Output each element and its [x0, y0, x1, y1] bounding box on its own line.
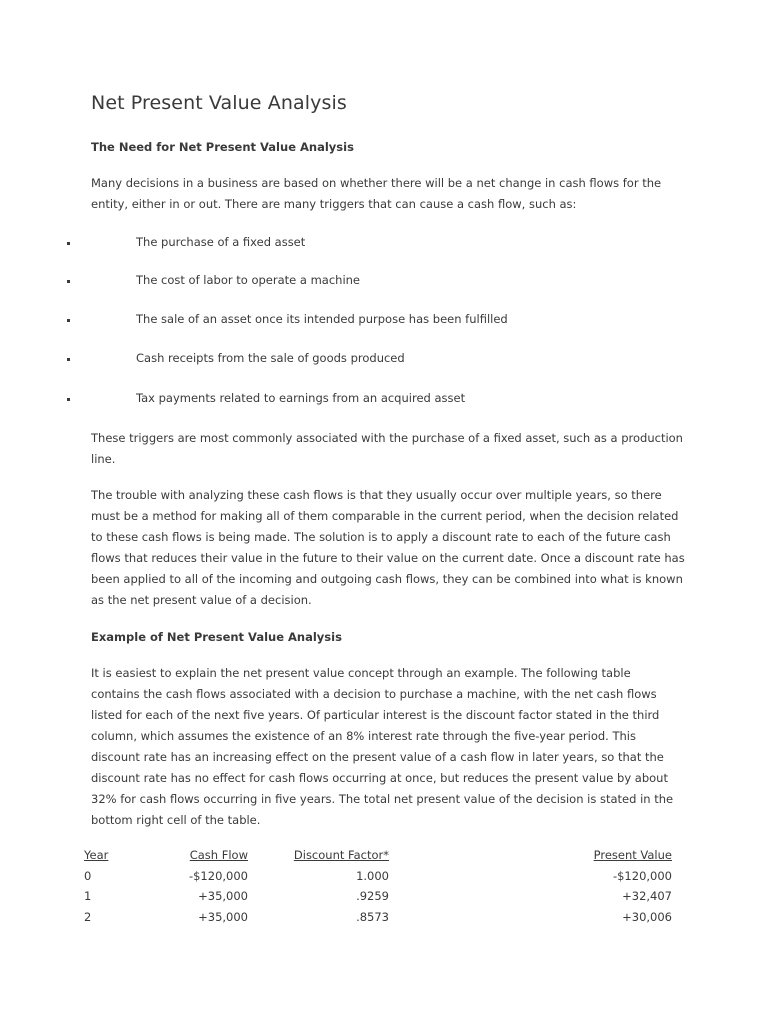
intro-paragraph — [91, 173, 691, 215]
column-header-year: Year — [84, 848, 109, 862]
column-header-present-value: Present Value — [593, 848, 672, 862]
text-line: discount rate has an increasing effect on the present value of a cash flow in later years, so that the — [91, 750, 664, 764]
cell-year: 0 — [84, 869, 92, 883]
section-heading-need: The Need for Net Present Value Analysis — [91, 140, 354, 154]
example-paragraph — [91, 663, 691, 831]
bullet-icon — [67, 358, 70, 361]
text-line: flows that reduces their value in the future to their value on the current date. Once a discount rate has — [91, 551, 685, 565]
list-item-text: The purchase of a fixed asset — [136, 235, 306, 249]
page-title: Net Present Value Analysis — [91, 92, 347, 114]
text-line: column, which assumes the existence of an 8% interest rate through the five-year period. This — [91, 729, 636, 743]
section-heading-example: Example of Net Present Value Analysis — [91, 630, 342, 644]
text-line: These triggers are most commonly associated with the purchase of a fixed asset, such as a production — [91, 431, 683, 445]
bullet-icon — [67, 398, 70, 401]
list-item — [0, 312, 768, 332]
text-line: been applied to all of the incoming and outgoing cash flows, they can be combined into what is known — [91, 572, 683, 586]
list-item — [0, 351, 768, 371]
text-line: as the net present value of a decision. — [91, 593, 312, 607]
text-line: line. — [91, 452, 116, 466]
list-item-text: Tax payments related to earnings from an acquired asset — [136, 391, 466, 405]
cell-year: 2 — [84, 910, 92, 924]
cell-present-value: -$120,000 — [612, 869, 672, 883]
cell-discount-factor: .9259 — [356, 889, 389, 903]
table-row — [0, 869, 768, 887]
cell-year: 1 — [84, 889, 92, 903]
column-header-discount-factor: Discount Factor* — [293, 848, 389, 862]
text-line: entity, either in or out. There are many triggers that can cause a cash flow, such as: — [91, 197, 577, 211]
list-item — [0, 235, 768, 255]
table-row — [0, 910, 768, 928]
cell-discount-factor: .8573 — [356, 910, 389, 924]
bullet-icon — [67, 242, 70, 245]
table-header-row — [0, 848, 768, 866]
text-line: 32% for cash flows occurring in five years. The total net present value of the decision is stated in the — [91, 792, 674, 806]
triggers-paragraph — [91, 428, 691, 470]
cell-cash-flow: -$120,000 — [188, 869, 248, 883]
column-header-cash-flow: Cash Flow — [189, 848, 248, 862]
cell-present-value: +32,407 — [622, 889, 672, 903]
text-line: Many decisions in a business are based on whether there will be a net change in cash flows for the — [91, 176, 662, 190]
list-item-text: The sale of an asset once its intended purpose has been fulfilled — [136, 312, 508, 326]
bullet-icon — [67, 280, 70, 283]
list-item — [0, 391, 768, 411]
list-item — [0, 273, 768, 293]
trouble-paragraph — [91, 485, 691, 611]
table-row — [0, 889, 768, 907]
text-line: to these cash flows is being made. The solution is to apply a discount rate to each of the future cash — [91, 530, 671, 544]
cell-cash-flow: +35,000 — [198, 910, 248, 924]
cell-discount-factor: 1.000 — [356, 869, 389, 883]
list-item-text: Cash receipts from the sale of goods produced — [136, 351, 405, 365]
cell-cash-flow: +35,000 — [198, 889, 248, 903]
text-line: bottom right cell of the table. — [91, 813, 261, 827]
cell-present-value: +30,006 — [622, 910, 672, 924]
text-line: listed for each of the next five years. Of particular interest is the discount factor stated in the third — [91, 708, 660, 722]
bullet-icon — [67, 319, 70, 322]
text-line: contains the cash flows associated with a decision to purchase a machine, with the net cash flows — [91, 687, 657, 701]
list-item-text: The cost of labor to operate a machine — [136, 273, 361, 287]
text-line: The trouble with analyzing these cash flows is that they usually occur over multiple years, so there — [91, 488, 662, 502]
text-line: discount rate has no effect for cash flows occurring at once, but reduces the present value by about — [91, 771, 668, 785]
text-line: It is easiest to explain the net present value concept through an example. The following table — [91, 666, 631, 680]
text-line: must be a method for making all of them comparable in the current period, when the decision related — [91, 509, 679, 523]
